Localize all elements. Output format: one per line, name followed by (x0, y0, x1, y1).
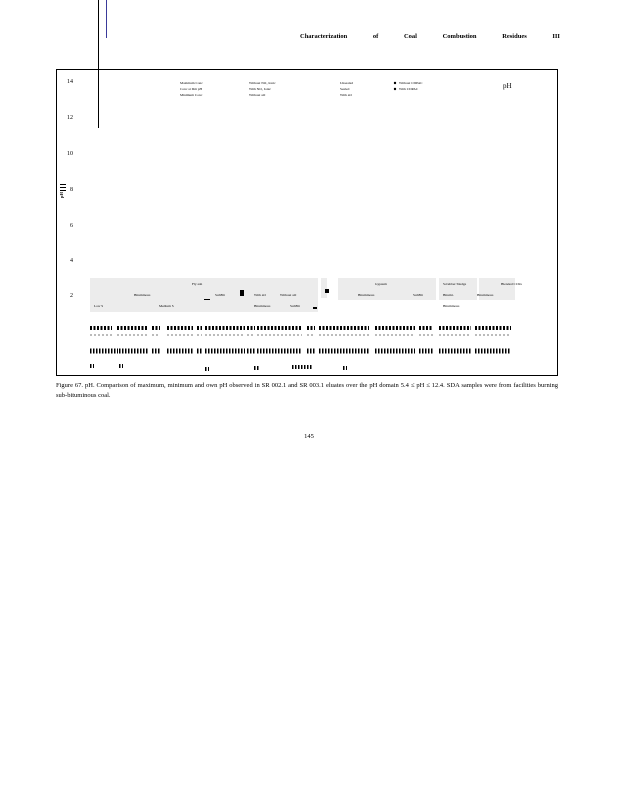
subgroup-label: Bituminous (358, 293, 375, 297)
legend-entry: With aO (340, 93, 352, 97)
legend-entry: Conc at Dm pH (180, 87, 203, 91)
group-label: Scrubber Sludge (443, 282, 467, 286)
y-tick-label: 14 (67, 79, 73, 85)
subgroup-label: SubBit (413, 293, 423, 297)
y-tick-label: 8 (70, 187, 73, 193)
marker (325, 289, 329, 293)
running-head-roman: III (552, 32, 560, 40)
running-head-part: Combustion (442, 32, 477, 40)
y-axis-label: pH (59, 191, 64, 198)
legend-entry: Minimum Conc (180, 93, 203, 97)
y-tick-label: 12 (67, 115, 73, 121)
y-axis-label-mark (60, 187, 66, 188)
running-head-part: Residues (502, 32, 527, 40)
panel-title: pH (503, 82, 512, 90)
legend-entry: Without aO (249, 93, 266, 97)
subsub-label: With aO (254, 293, 266, 297)
y-axis-label-mark (60, 184, 66, 185)
subgroup-label: Bituminous (134, 293, 151, 297)
marker (240, 290, 244, 296)
subgroup-label: Bituminous (254, 304, 271, 308)
running-head-part: of (372, 32, 379, 40)
figure (56, 69, 558, 376)
subgroup-label: Bituminous (477, 293, 494, 297)
running-head-part: Coal (403, 32, 417, 40)
legend-entry: Without NO₃ Ionic (249, 81, 276, 85)
page-number: 145 (304, 433, 314, 440)
y-axis-label-mark (60, 190, 66, 191)
y-tick-label: 10 (67, 151, 73, 157)
y-tick-label: 6 (70, 223, 73, 229)
legend-entry: Maximum Conc (180, 81, 203, 85)
legend-marker (394, 82, 396, 84)
legend-entry: Sealed (340, 87, 350, 91)
marker (313, 307, 317, 309)
legend-marker (394, 88, 396, 90)
subsub-label: Medium S (159, 304, 174, 308)
legend-entry: With NO₃ Ionic (249, 87, 272, 91)
marker (204, 299, 210, 300)
group-label: Fly ash (192, 282, 203, 286)
group-label: Blended CCRs (501, 282, 522, 286)
sample-glyph-rows (90, 328, 511, 369)
subsub-label: Without aO (280, 293, 297, 297)
subgroup-label: SubBit (215, 293, 225, 297)
subgroup-label: Bituminous (443, 304, 460, 308)
figure-caption: Figure 67. pH. Comparison of maximum, minimum and own pH observed in SR 002.1 and SR 003.1 eluates over the pH domain 5.4 ≤ pH ≤ 12.4. SDA samples were from facilities burning sub-bituminous coal. (56, 382, 558, 399)
running-head-part: Characterization (300, 32, 348, 40)
subsub-label: Low S (94, 304, 104, 308)
y-tick-label: 4 (70, 258, 73, 264)
group-label: Gypsum (375, 282, 387, 286)
legend-entry: Without CDPAC (399, 81, 423, 85)
subgroup-label: SubBit (290, 304, 300, 308)
margin-bar-accent (106, 0, 107, 38)
running-head (300, 30, 560, 42)
y-tick-label: 2 (70, 293, 73, 299)
group-box-narrow (321, 278, 327, 298)
legend-entry: With CDPAC (399, 87, 419, 91)
subgroup-label: Bitumi. (443, 293, 454, 297)
figure-canvas (57, 70, 559, 377)
legend-entry: Unsealed (340, 81, 354, 85)
